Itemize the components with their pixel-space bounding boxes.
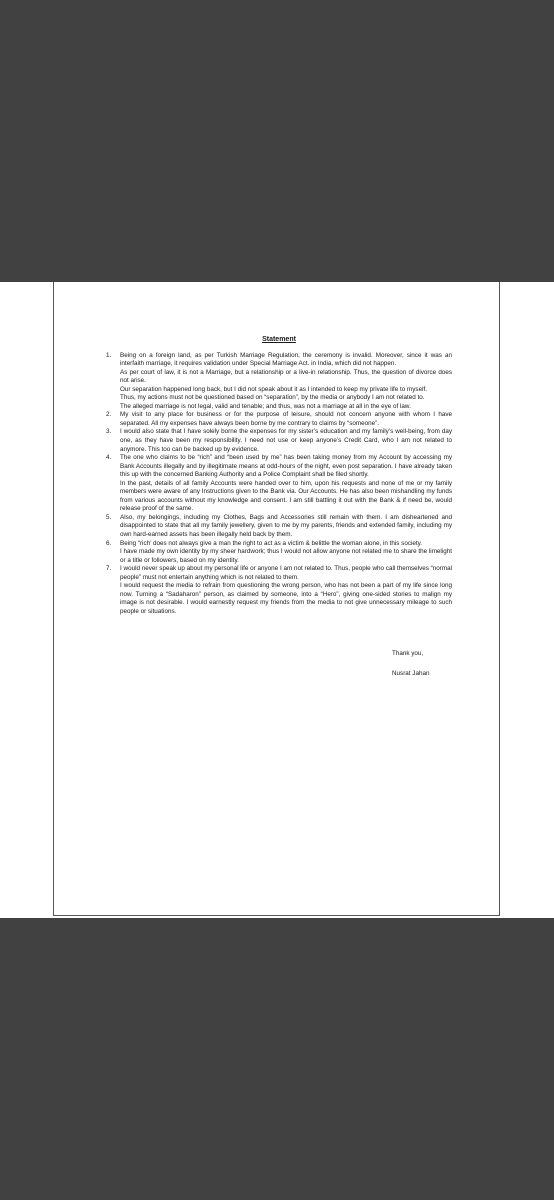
list-item	[106, 514, 452, 540]
item-paragraph: Thus, my actions must not be questioned based on “separation”, by the media or anybody I am not related to.	[120, 394, 425, 402]
item-paragraph: Our separation happened long back, but I did not speak about it as I intended to keep my private life to myself.	[120, 385, 427, 393]
viewer-bottom-background	[0, 918, 554, 1200]
item-number: 2.	[106, 411, 112, 419]
list-item	[106, 454, 452, 514]
item-number: 7.	[106, 565, 112, 573]
document-title: Statement	[262, 336, 296, 343]
statement-body	[106, 336, 452, 679]
list-item	[106, 540, 452, 566]
list-item	[106, 411, 452, 428]
viewer-top-background	[0, 0, 554, 282]
item-paragraph: I would request the media to refrain from questioning the wrong person, who has not been a part of my life since long now. Turning a “Sadaharon” person, as claimed by someone, into a “Hero”, giving one-sided stories to malign my image is not desirable. I would earnestly request my friends from the media to not give unnecessary mileage to such people or situations.	[120, 582, 452, 615]
item-paragraph: The one who claims to be “rich” and “been used by me” has been taking money from my Account by accessing my Bank Accounts illegally and by illegitimate means at odd-hours of the night, even post separation. I have already taken this up with the concerned Banking Authority and a Police Complaint shall be filed shortly.	[120, 454, 452, 479]
item-paragraph: Also, my belongings, including my Clothes, Bags and Accessories still remain with them. I am disheartened and disappointed to state that all my family jewellery, given to me by my parents, friends and extended family, including my own hard-earned assets has been illegally held back by them.	[120, 513, 452, 539]
item-paragraph: Being on a foreign land, as per Turkish Marriage Regulation, the ceremony is invalid. Moreover, since it was an interfaith marriage, it requires validation under Special Marriage Act. in India, which did not happen.	[120, 351, 452, 368]
item-paragraph: My visit to any place for business or for the purpose of leisure, should not concern anyone with whom I have separated. All my expenses have always been borne by me contrary to claims by “someone”.	[120, 411, 452, 427]
item-number: 6.	[106, 539, 112, 547]
item-number: 4.	[106, 454, 112, 462]
item-number: 1.	[106, 351, 112, 359]
signature-name: Nusrat Jahan	[392, 670, 430, 678]
item-paragraph: I would also state that I have solely borne the expenses for my sister’s education and my family’s well-being, from day one, as they have been my responsibility. I need not use or keep anyone’s Credit Card, who I am not related to anymore. This too can be backed up by evidence.	[120, 428, 452, 453]
item-paragraph: In the past, details of all family Accounts were handed over to him, upon his requests and none of me or my family members were aware of any Instructions given to the Bank via. Our Accounts. He has also been mishandling my funds from various accounts without my knowledge and consent. I am still battling it out with the Bank & if need be, would release proof of the same.	[120, 479, 452, 513]
item-paragraph: I would never speak up about my personal life or anyone I am not related to. Thus, people who call themselves “normal people” must not entertain anything which is not related to them.	[120, 565, 452, 581]
item-number: 5.	[106, 513, 112, 521]
item-paragraph: The alleged marriage is not legal, valid and tenable; and thus, was not a marriage at all in the eye of law.	[120, 402, 411, 410]
item-paragraph: As per court of law, it is not a Marriage, but a relationship or a live-in relationship. Thus, the question of divorce does not arise.	[120, 368, 452, 385]
closing-block	[392, 650, 452, 679]
scanned-document	[0, 282, 554, 918]
item-paragraph: I have made my own identity by my sheer hardwork; thus I would not allow anyone not related me to share the limelight or a title or followers, based on my identity.	[120, 548, 452, 564]
item-number: 3.	[106, 428, 112, 436]
list-item	[106, 428, 452, 454]
closing-text: Thank you,	[392, 649, 424, 657]
list-item	[106, 352, 452, 412]
list-item	[106, 565, 452, 616]
item-paragraph: Being “rich’ does not always give a man the right to act as a victim & belittle the woman alone, in this society.	[120, 539, 423, 547]
